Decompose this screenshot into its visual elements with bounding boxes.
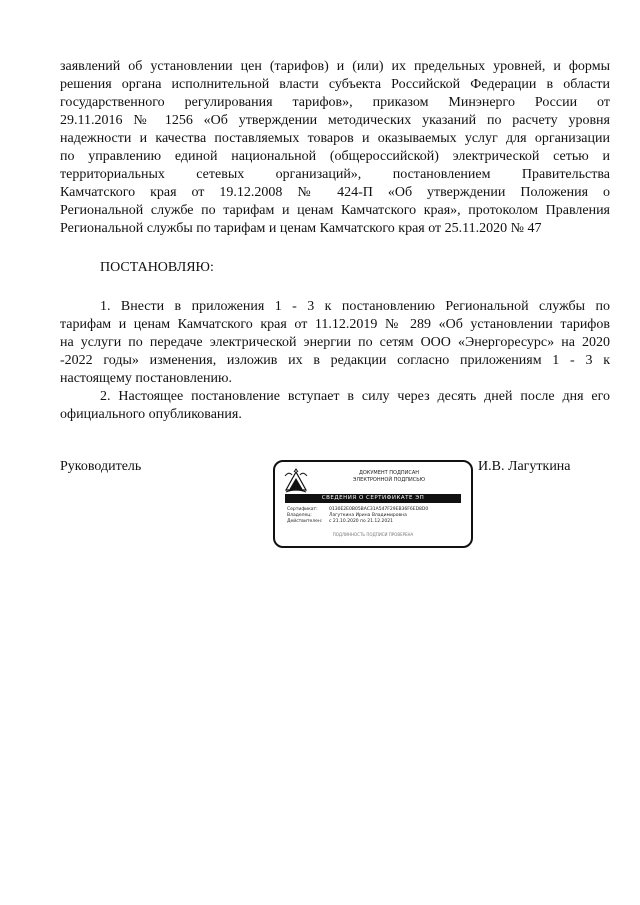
stamp-details [287,507,463,525]
stamp-row-value: с 21.10.2020 по 21.12.2021 [329,519,393,524]
resolution-heading: ПОСТАНОВЛЯЮ: [100,260,214,275]
electronic-signature-stamp [273,460,473,548]
stamp-row-key: Сертификат: [287,507,318,512]
item-2 [60,388,610,424]
stamp-title-line: ДОКУМЕНТ ПОДПИСАН [358,470,420,476]
item-1-line: 1. Внести в приложения 1 - 3 к постановлению Региональной службы по [100,299,610,314]
spacer [60,238,610,259]
stamp-certificate-bar: СВЕДЕНИЯ О СЕРТИФИКАТЕ ЭП [285,494,461,503]
document-body [60,58,610,424]
stamp-row [287,519,463,525]
item-1-line: настоящему постановлению. [60,371,232,386]
stamp-row-value: Лагуткина Ирина Владимировна [329,513,407,518]
spacer [60,277,610,298]
signature-block [60,458,610,548]
preamble-line: Камчатского края от 19.12.2008 № 424-П «Об утверждении Положения о [60,185,610,200]
item-2-line: 2. Настоящее постановление вступает в силу через десять дней после дня его [100,389,610,404]
preamble-line: государственного регулирования тарифов», приказом Минэнерго России от [60,95,610,110]
stamp-title-line: ЭЛЕКТРОННОЙ ПОДПИСЬЮ [352,477,426,483]
stamp-footer: ПОДЛИННОСТЬ ПОДПИСИ ПРОВЕРЕНА [332,532,414,537]
item-1-line: тарифам и ценам Камчатского края от 11.12.2019 № 289 «Об установлении тарифов [60,317,610,332]
stamp-row-key: Действителен: [287,519,323,524]
item-2-line: официального опубликования. [60,407,242,422]
item-1-line: на услуги по передаче электрической энергии по сетям ООО «Энергоресурс» на 2020 [60,335,610,350]
preamble-paragraph [60,58,610,238]
item-1-line: -2022 годы» изменения, изложив их в редакции согласно приложениям 1 - 3 к [60,353,610,368]
stamp-title [319,470,459,484]
preamble-line: территориальных сетевых организаций», постановлением Правительства [60,167,610,182]
signer-position: Руководитель [60,459,142,474]
preamble-line: заявлений об установлении цен (тарифов) и (или) их предельных уровней, и формы [60,59,610,74]
stamp-row-value: 0130E2E0B05BAC31A547F29EB36F6ED8D0 [329,507,429,512]
preamble-line: Региональной службы по тарифам и ценам Камчатского края от 25.11.2020 № 47 [60,221,542,236]
preamble-line: Региональной службе по тарифам и ценам Камчатского края», протоколом Правления [60,203,610,218]
stamp-row-key: Владелец: [287,513,312,518]
signer-name: И.В. Лагуткина [478,459,571,474]
preamble-line: надежности и качества поставляемых товаров и оказываемых услуг для организации [60,131,610,146]
preamble-line: по управлению единой национальной (общероссийской) электрической сетью и [60,149,610,164]
preamble-line: 29.11.2016 № 1256 «Об утверждении методических указаний по расчету уровня [60,113,610,128]
item-1 [60,298,610,388]
coat-of-arms-icon [283,468,309,494]
preamble-line: решения органа исполнительной власти субъекта Российской Федерации в области [60,77,610,92]
